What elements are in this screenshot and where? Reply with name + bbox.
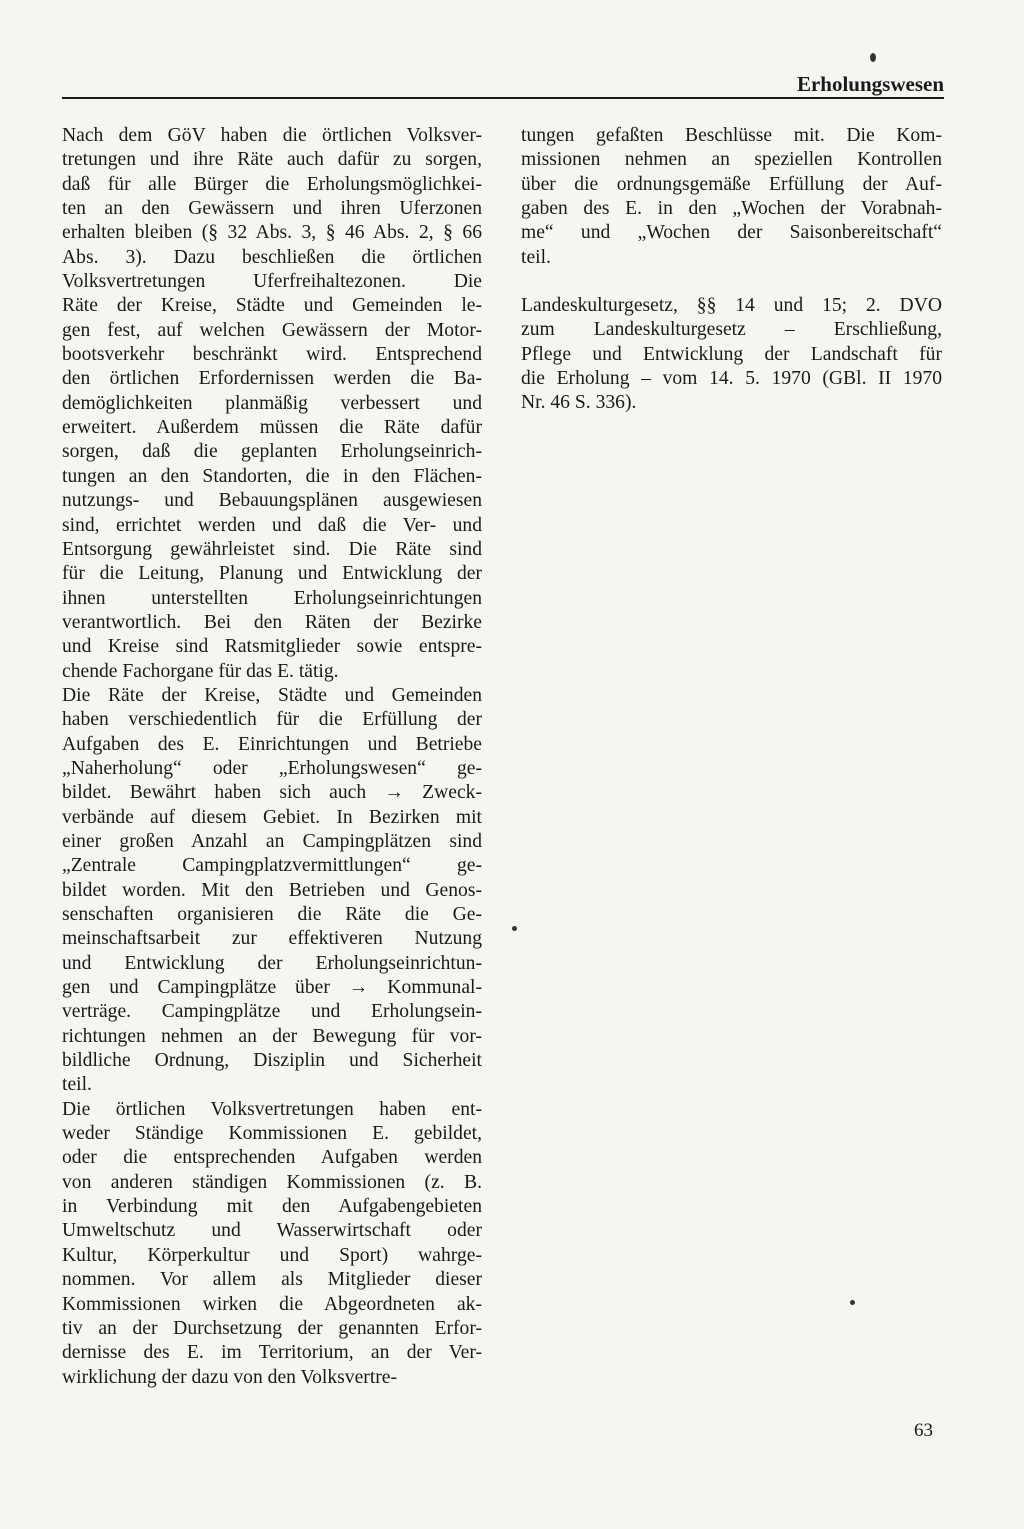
- reference-line: zum Landeskulturgesetz – Erschließung,: [521, 319, 942, 341]
- reference-line: Pflege und Entwicklung der Landschaft für: [521, 343, 942, 365]
- text-line: tiv an der Durchsetzung der genannten Erfor-: [62, 1317, 482, 1339]
- text-line: nutzungs- und Bebauungsplänen ausgewiesen: [62, 490, 482, 512]
- text-line: erweitert. Außerdem müssen die Räte dafür: [62, 417, 482, 439]
- text-line: teil.: [521, 246, 551, 268]
- legal-references: [521, 294, 942, 416]
- text-line: daß für alle Bürger die Erholungsmöglichkei-: [62, 173, 482, 195]
- right-column-text: [521, 124, 942, 270]
- text-line: gen fest, auf welchen Gewässern der Motor-: [62, 319, 482, 341]
- text-line: in Verbindung mit den Aufgabengebieten: [62, 1196, 482, 1218]
- text-line: chende Fachorgane für das E. tätig.: [62, 660, 339, 682]
- text-line: ten an den Gewässern und ihren Uferzonen: [62, 198, 482, 220]
- text-line: demöglichkeiten planmäßig verbessert und: [62, 392, 482, 414]
- scan-speck: [850, 1300, 855, 1305]
- text-line: tungen gefaßten Beschlüsse mit. Die Kom-: [521, 125, 942, 146]
- text-line: und Entwicklung der Erholungseinrichtun-: [62, 952, 482, 974]
- text-line: sind, errichtet werden und daß die Ver- und: [62, 514, 482, 536]
- paragraph: [62, 124, 482, 684]
- text-line: meinschaftsarbeit zur effektiveren Nutzung: [62, 928, 482, 950]
- text-line: gaben des E. in den „Wochen der Vorabnah-: [521, 198, 942, 220]
- text-line: weder Ständige Kommissionen E. gebildet,: [62, 1123, 482, 1145]
- text-line: „Zentrale Campingplatzvermittlungen“ ge-: [62, 855, 482, 877]
- text-line: verantwortlich. Bei den Räten der Bezirke: [62, 611, 482, 633]
- left-column: [62, 124, 482, 1390]
- text-line: erhalten bleiben (§ 32 Abs. 3, § 46 Abs. 2, § 66: [62, 222, 482, 244]
- text-line: bildliche Ordnung, Disziplin und Sicherheit: [62, 1050, 482, 1072]
- reference-line: die Erholung – vom 14. 5. 1970 (GBl. II 1970: [521, 368, 942, 390]
- paragraph: [62, 684, 482, 1098]
- text-line: „Naherholung“ oder „Erholungswesen“ ge-: [62, 757, 482, 779]
- text-line: teil.: [62, 1074, 92, 1096]
- text-line: dernisse des E. im Territorium, an der Ver-: [62, 1342, 482, 1364]
- text-line: Kommissionen wirken die Abgeordneten ak-: [62, 1293, 482, 1315]
- text-line: verbände auf diesem Gebiet. In Bezirken mit: [62, 806, 482, 828]
- text-line: richtungen nehmen an der Bewegung für vor-: [62, 1025, 482, 1047]
- text-line: Aufgaben des E. Einrichtungen und Betriebe: [62, 733, 482, 755]
- text-line: Die Räte der Kreise, Städte und Gemeinden: [62, 684, 482, 706]
- text-line: senschaften organisieren die Räte die Ge-: [62, 904, 482, 925]
- text-line: tungen an den Standorten, die in den Flächen-: [62, 465, 482, 487]
- running-head-title: Erholungswesen: [796, 72, 944, 96]
- reference-line: Nr. 46 S. 336).: [521, 392, 637, 414]
- text-line: Abs. 3). Dazu beschließen die örtlichen: [62, 246, 482, 268]
- text-line: von anderen ständigen Kommissionen (z. B.: [62, 1171, 482, 1193]
- text-line: me“ und „Wochen der Saisonbereitschaft“: [521, 222, 942, 244]
- text-line: einer großen Anzahl an Campingplätzen sind: [62, 830, 482, 852]
- paragraph-gap: [521, 270, 942, 294]
- text-line: Volksvertretungen Uferfreihaltezonen. Die: [62, 271, 482, 293]
- text-line: gen und Campingplätze über → Kommunal-: [62, 977, 482, 999]
- text-line: Entsorgung gewährleistet sind. Die Räte sind: [62, 538, 482, 560]
- text-line: haben verschiedentlich für die Erfüllung der: [62, 709, 482, 731]
- text-line: ihnen unterstellten Erholungseinrichtungen: [62, 587, 482, 609]
- paragraph: [521, 124, 942, 270]
- text-line: Nach dem GöV haben die örtlichen Volksver-: [62, 125, 482, 146]
- text-line: bildet. Bewährt haben sich auch → Zweck-: [62, 782, 482, 804]
- text-line: Umweltschutz und Wasserwirtschaft oder: [62, 1220, 482, 1242]
- text-line: tretungen und ihre Räte auch dafür zu sorgen,: [62, 149, 482, 171]
- right-column: [521, 124, 942, 416]
- left-column-text: [62, 124, 482, 1390]
- text-line: bildet worden. Mit den Betrieben und Genos-: [62, 879, 482, 901]
- header-rule: [62, 97, 944, 99]
- text-line: Räte der Kreise, Städte und Gemeinden le-: [62, 295, 482, 317]
- paragraph: [62, 1098, 482, 1390]
- reference-line: Landeskulturgesetz, §§ 14 und 15; 2. DVO: [521, 295, 942, 317]
- text-line: den örtlichen Erfordernissen werden die Ba-: [62, 368, 482, 390]
- page-number: 63: [914, 1420, 933, 1441]
- text-line: missionen nehmen an speziellen Kontrollen: [521, 149, 942, 171]
- text-line: und Kreise sind Ratsmitglieder sowie entspre-: [62, 636, 482, 658]
- text-line: Die örtlichen Volksvertretungen haben ent-: [62, 1098, 482, 1120]
- text-line: nommen. Vor allem als Mitglieder dieser: [62, 1269, 482, 1291]
- text-line: verträge. Campingplätze und Erholungsein-: [62, 1001, 482, 1023]
- text-line: wirklichung der dazu von den Volksvertre-: [62, 1366, 398, 1388]
- scan-speck: [870, 53, 876, 62]
- text-line: bootsverkehr beschränkt wird. Entsprechend: [62, 344, 482, 366]
- scan-speck: [512, 926, 517, 931]
- text-line: sorgen, daß die geplanten Erholungseinrich-: [62, 441, 482, 463]
- text-line: für die Leitung, Planung und Entwicklung der: [62, 563, 482, 585]
- text-line: oder die entsprechenden Aufgaben werden: [62, 1147, 482, 1169]
- text-line: Kultur, Körperkultur und Sport) wahrge-: [62, 1244, 482, 1266]
- text-line: über die ordnungsgemäße Erfüllung der Auf-: [521, 173, 942, 195]
